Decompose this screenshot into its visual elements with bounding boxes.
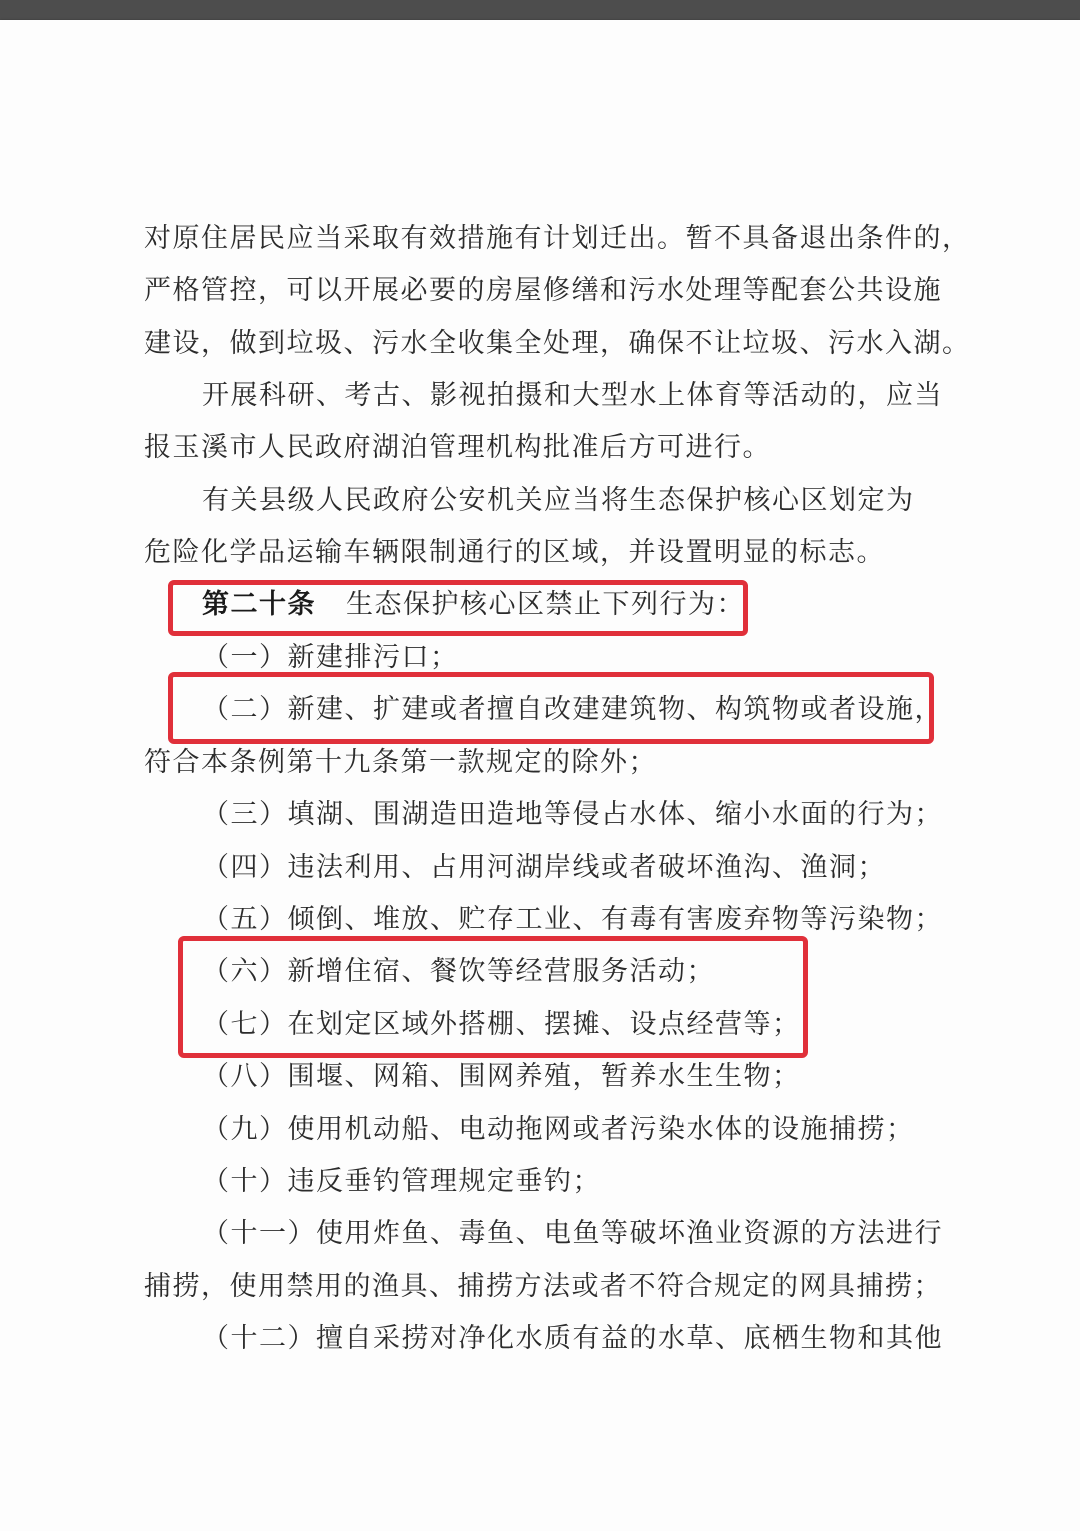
- document-page: [0, 20, 1080, 1531]
- list-item: （九）使用机动船、电动拖网或者污染水体的设施捕捞；: [202, 1114, 915, 1145]
- paragraph-line: 严格管控，可以开展必要的房屋修缮和污水处理等配套公共设施: [144, 275, 942, 306]
- paragraph-line: 有关县级人民政府公安机关应当将生态保护核心区划定为: [202, 485, 915, 516]
- list-item: （三）填湖、围湖造田造地等侵占水体、缩小水面的行为；: [202, 799, 943, 830]
- list-item: 符合本条例第十九条第一款规定的除外；: [144, 747, 657, 778]
- list-item: （四）违法利用、占用河湖岸线或者破坏渔沟、渔洞；: [202, 852, 886, 883]
- top-bar: [0, 0, 1080, 20]
- list-item: 捕捞，使用禁用的渔具、捕捞方法或者不符合规定的网具捕捞；: [144, 1271, 942, 1302]
- list-item: （二）新建、扩建或者擅自改建建筑物、构筑物或者设施，: [202, 694, 943, 725]
- highlight-box-article-heading: [168, 580, 748, 636]
- list-item: （一）新建排污口；: [202, 642, 459, 673]
- article-heading: 第二十条: [202, 589, 316, 620]
- list-item: （五）倾倒、堆放、贮存工业、有毒有害废弃物等污染物；: [202, 904, 943, 935]
- paragraph-line: 报玉溪市人民政府湖泊管理机构批准后方可进行。: [144, 432, 771, 463]
- paragraph-line: 建设，做到垃圾、污水全收集全处理，确保不让垃圾、污水入湖。: [144, 328, 971, 359]
- paragraph-line: 对原住居民应当采取有效措施有计划迁出。暂不具备退出条件的，: [144, 223, 971, 254]
- highlight-box-items-six-seven: [178, 936, 808, 1058]
- list-item: （八）围堰、网箱、围网养殖，暂养水生生物；: [202, 1061, 801, 1092]
- article-intro: 生态保护核心区禁止下列行为：: [346, 589, 745, 620]
- list-item: （六）新增住宿、餐饮等经营服务活动；: [202, 956, 715, 987]
- highlight-box-item-two: [168, 672, 934, 744]
- paragraph-line: 危险化学品运输车辆限制通行的区域，并设置明显的标志。: [144, 537, 885, 568]
- list-item: （十二）擅自采捞对净化水质有益的水草、底栖生物和其他: [202, 1323, 943, 1354]
- paragraph-line: 开展科研、考古、影视拍摄和大型水上体育等活动的，应当: [202, 380, 943, 411]
- list-item: （七）在划定区域外搭棚、摆摊、设点经营等；: [202, 1009, 801, 1040]
- list-item: （十）违反垂钓管理规定垂钓；: [202, 1166, 601, 1197]
- list-item: （十一）使用炸鱼、毒鱼、电鱼等破坏渔业资源的方法进行: [202, 1218, 943, 1249]
